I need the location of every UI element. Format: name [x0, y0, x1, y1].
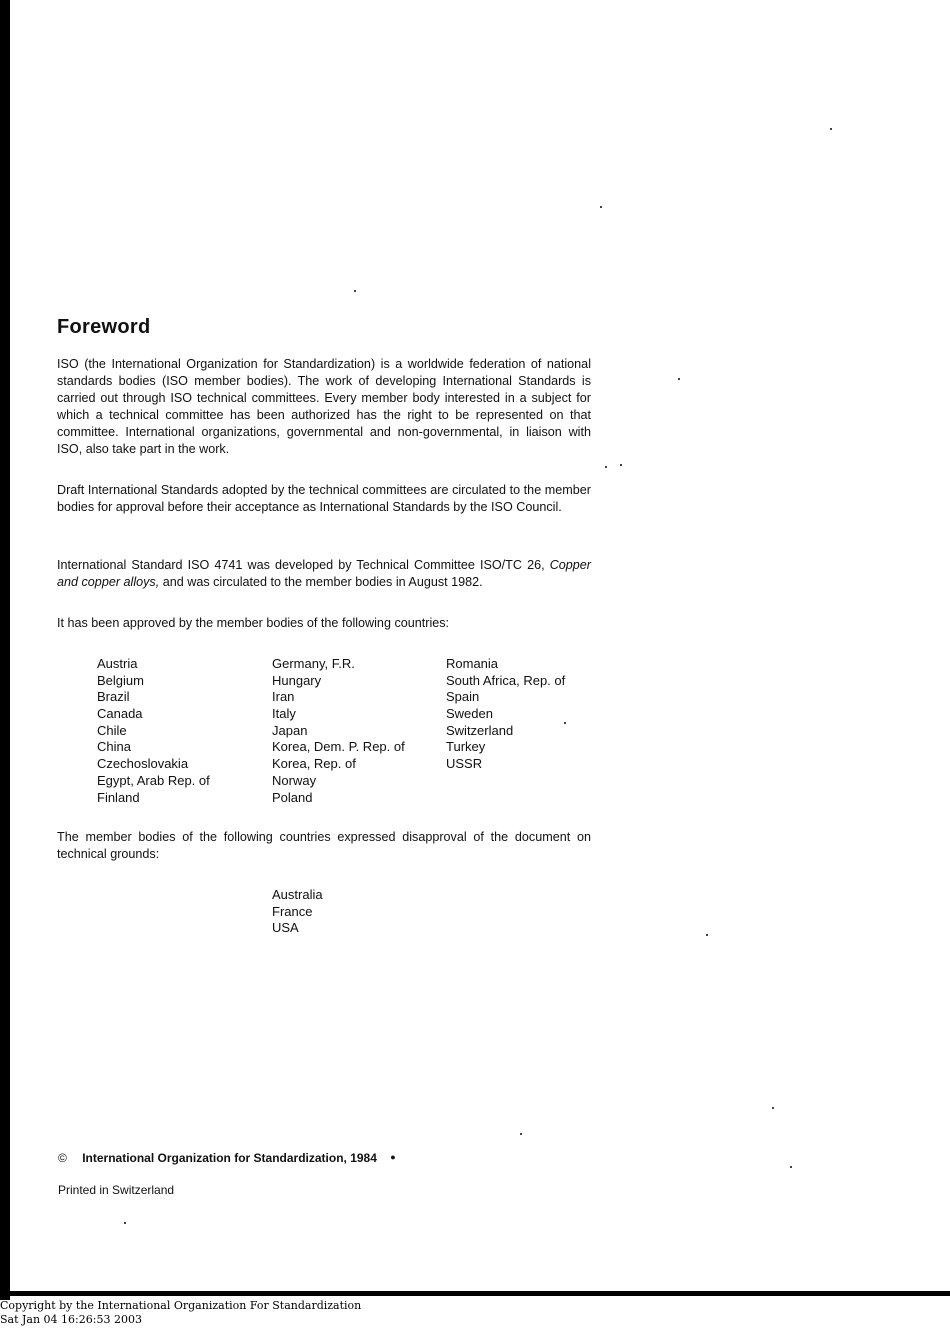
country: Germany, F.R. [272, 656, 355, 671]
country: Canada [97, 706, 143, 722]
scan-speck [600, 206, 602, 208]
country: Italy [272, 706, 296, 722]
country: Austria [97, 656, 138, 671]
paragraph-draft-standards: Draft International Standards adopted by the technical committees are circulated to the member bodies for approval before their acceptance as International Standards by the ISO Council. [57, 483, 591, 514]
country: Australia [272, 887, 323, 902]
country: Brazil [97, 689, 130, 705]
country: Finland [97, 789, 140, 805]
country: Turkey [446, 739, 486, 755]
copyright-text: International Organization for Standardization, 1984 [82, 1151, 377, 1165]
copyright-icon: © [58, 1151, 67, 1165]
country: Romania [446, 656, 499, 671]
paragraph-iso-4741 [57, 557, 591, 591]
copyright-notice [58, 1151, 396, 1165]
country: USSR [446, 756, 483, 772]
printed-in: Printed in Switzerland [58, 1183, 175, 1197]
scan-speck [605, 466, 607, 468]
country: Hungary [272, 672, 322, 688]
scan-copyright-footer [0, 1299, 361, 1326]
country: USA [272, 920, 299, 936]
country: Norway [272, 772, 317, 788]
countries-column-2 [272, 656, 405, 806]
country: China [97, 739, 131, 755]
country: Egypt, Arab Rep. of [97, 772, 210, 788]
country: Iran [272, 689, 295, 705]
paragraph-disapproval: The member bodies of the following countries expressed disapproval of the document on technical grounds: [57, 830, 591, 861]
country: Czechoslovakia [97, 756, 189, 772]
country: Switzerland [446, 722, 514, 738]
committee-title: Copper and copper alloys, [57, 558, 591, 589]
scan-speck [706, 934, 708, 936]
scan-speck [678, 378, 680, 380]
disapproving-countries-list [272, 887, 323, 937]
scan-left-edge [0, 0, 10, 1300]
paragraph-approved-by: It has been approved by the member bodies of the following countries: [57, 616, 450, 630]
country: France [272, 903, 313, 919]
countries-column-1 [97, 656, 210, 806]
iso-4741-text-2: and was circulated to the member bodies in August 1982. [162, 575, 483, 589]
country: Sweden [446, 706, 493, 722]
footer-copyright-line: Copyright by the International Organization For Standardization [0, 1299, 362, 1312]
scan-speck [790, 1166, 792, 1168]
country: Spain [446, 689, 480, 705]
scan-speck [354, 290, 356, 292]
countries-column-3 [446, 656, 565, 773]
bullet-icon: ● [390, 1152, 396, 1162]
country: Korea, Rep. of [272, 756, 356, 772]
footer-timestamp: Sat Jan 04 16:26:53 2003 [0, 1312, 142, 1326]
iso-4741-text-1: International Standard ISO 4741 was developed by Technical Committee ISO/TC 26, [57, 558, 545, 572]
scan-speck [772, 1107, 774, 1109]
country: Belgium [97, 672, 144, 688]
paragraph-iso-intro: ISO (the International Organization for Standardization) is a worldwide federation of national standards bodies (ISO member bodies). The work of developing International Standards is carried out through ISO technical committees. Every member body interested in a subject for which a technical committee has been authorized has the right to be represented on that committee. International organizations, governmental and non-governmental, in liaison with ISO, also take part in the work. [57, 357, 591, 456]
scan-speck [830, 128, 832, 130]
country: South Africa, Rep. of [446, 672, 566, 688]
scan-speck [124, 1222, 126, 1224]
page-bottom-rule [0, 1291, 950, 1296]
scan-speck [620, 464, 622, 466]
scan-speck [520, 1133, 522, 1135]
country: Japan [272, 722, 308, 738]
country: Korea, Dem. P. Rep. of [272, 739, 405, 755]
country: Chile [97, 722, 127, 738]
page-title: Foreword [57, 316, 151, 338]
country: Poland [272, 789, 313, 805]
